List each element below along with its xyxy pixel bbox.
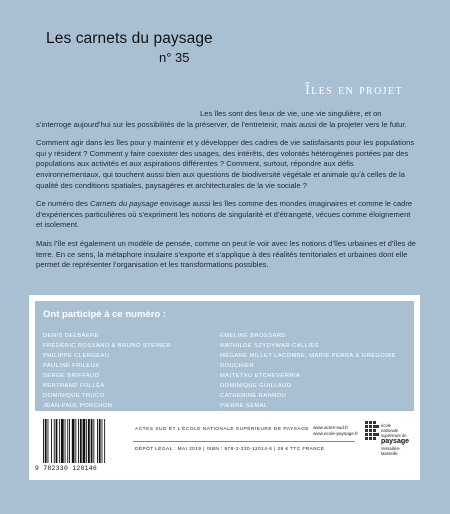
- contributor-name: PIERRE SEMAL: [220, 403, 268, 409]
- barcode-bar: [69, 419, 70, 463]
- barcode-bar: [88, 419, 90, 463]
- school-name-big: paysage: [381, 438, 410, 445]
- barcode-bar: [93, 419, 94, 463]
- contributor-name: DENIS DELBAERE: [43, 333, 99, 339]
- contributors-box: [29, 295, 420, 480]
- contributor-name: NICOLAS MICHEL: [220, 413, 275, 419]
- contributor-name: PHILIPPE CLERGEAU: [43, 353, 110, 359]
- issue-title: Îles en projet: [305, 83, 403, 98]
- barcode-bar: [45, 419, 47, 463]
- school-logo-icon: [365, 421, 379, 441]
- contributor-name: ÉMELINE BROSSARD: [220, 333, 286, 339]
- paragraph-questions: Comment agir dans les îles pour y maintenir et y développer des cadres de vie satisfaisants pour les populations qui y résident ? Comment y faire coexister des usages, des intérêts, des volontés hétérogènes portées par des populations aux activités et aux aspirations différentes ? Comment, surtout, répondre aux défis environnementaux, qui touchent aussi bien aux questions de biodiversité végétale et animale qu’à celles de la qualité des conditions spatiales, paysagères et architecturales de la vie sociale ?: [36, 138, 415, 190]
- ecole-paysage-link[interactable]: www.ecole-paysage.fr: [313, 431, 358, 436]
- actes-sud-link[interactable]: www.actes-sud.fr: [313, 425, 348, 430]
- barcode-bar: [104, 419, 105, 463]
- barcode-bar: [80, 419, 82, 463]
- barcode-bar: [72, 419, 75, 463]
- contributors-heading: Ont participé à ce numéro :: [43, 309, 166, 320]
- journal-title-italic: Carnets du paysage: [90, 199, 158, 209]
- barcode-bar: [51, 419, 52, 463]
- paragraph-intro: Les îles sont des lieux de vie, une vie singulière, et on s’interroge aujourd’hui sur les possibilités de la préserver, de l’entretenir, mais aussi de la projeter vers le futur.: [36, 109, 407, 129]
- school-line: Versailles-Marseille: [381, 446, 401, 456]
- barcode: [39, 419, 129, 465]
- barcode-number: 9 782330 120146: [35, 465, 98, 472]
- barcode-bar: [83, 419, 86, 463]
- barcode-bar: [54, 419, 55, 463]
- contributors-left-column: [43, 331, 171, 411]
- paragraph-imaginary-end: envisage aussi les îles comme des mondes imaginaires et comme le cadre d’expériences particulières où s’expriment les notions de singularité et d’étrangeté, vécues comme éloignement et isolement.: [36, 199, 413, 230]
- barcode-bar: [61, 419, 64, 463]
- legal-line: DÉPÔT LÉGAL : MAI 2019 | ISBN : 978-2-330-12014-6 | 28 € TTC FRANCE: [135, 447, 325, 452]
- barcode-bar: [48, 419, 49, 463]
- contributor-name: MAITETXU ETCHEVERRIA: [220, 373, 301, 379]
- contributors-right-column: [220, 331, 414, 421]
- school-line: école: [381, 423, 392, 428]
- contributor-name: MATHILDE SZYDYWAR-CALLIES: [220, 343, 319, 349]
- contributor-name: DOMINIQUE GUILLAUD: [220, 383, 292, 389]
- separator-line: [133, 441, 355, 442]
- contributor-name: DOMINIQUE TRUCO: [43, 393, 105, 399]
- barcode-bar: [97, 419, 98, 463]
- contributor-name: MÉGANE MILLET LACOMBE, MARIE PERRA & GRÉGOIRE ROUCHIER: [220, 353, 397, 369]
- publishers-line: ACTES SUD ET L’ÉCOLE NATIONALE SUPÉRIEURE DE PAYSAGE: [135, 427, 310, 432]
- paragraph-imaginary: [36, 199, 416, 231]
- barcode-bar: [75, 419, 76, 463]
- paragraph-imaginary-start: Ce numéro des: [36, 199, 91, 209]
- contributor-name: BERTRAND FOLLÉA: [43, 383, 105, 389]
- barcode-bar: [59, 419, 60, 463]
- barcode-bar: [91, 419, 93, 463]
- contributor-name: SERGE BRIFFAUD: [43, 373, 100, 379]
- publication-strip: [35, 417, 414, 475]
- barcode-bar: [43, 419, 44, 463]
- paragraph-model: Mais l’île est également un modèle de pensée, comme on peut le voir avec les notions d’îles urbaines et d’îles de terre. En ce sens, la métaphore insulaire s’exporte et s’applique à des réalités territoriales et urbaines dont elle permet de représenter l’organisation et les transformations possibles.: [36, 238, 416, 270]
- contributor-name: JEAN-PAUL PORCHON: [43, 403, 113, 409]
- barcode-bar: [67, 419, 68, 463]
- contributor-name: FRÉDÉRIC ROSSANO & BRUNO STEINER: [43, 343, 171, 349]
- school-line: nationale: [381, 428, 398, 433]
- body-text: [36, 109, 416, 279]
- school-line: supérieure de: [381, 433, 407, 438]
- school-name: [381, 423, 414, 456]
- barcode-bar: [56, 419, 58, 463]
- series-title: Les carnets du paysage: [46, 30, 213, 47]
- contributor-name: CATHERINE RANNOU: [220, 393, 287, 399]
- web-links: [313, 425, 358, 437]
- barcode-bar: [86, 419, 87, 463]
- barcode-bar: [65, 419, 66, 463]
- barcode-bar: [78, 419, 79, 463]
- series-number: n° 35: [159, 50, 190, 65]
- contributors-panel: [35, 301, 414, 419]
- barcode-bar: [102, 419, 103, 463]
- contributor-name: PAULINE FRILEUX: [43, 363, 100, 369]
- barcode-bar: [99, 419, 101, 463]
